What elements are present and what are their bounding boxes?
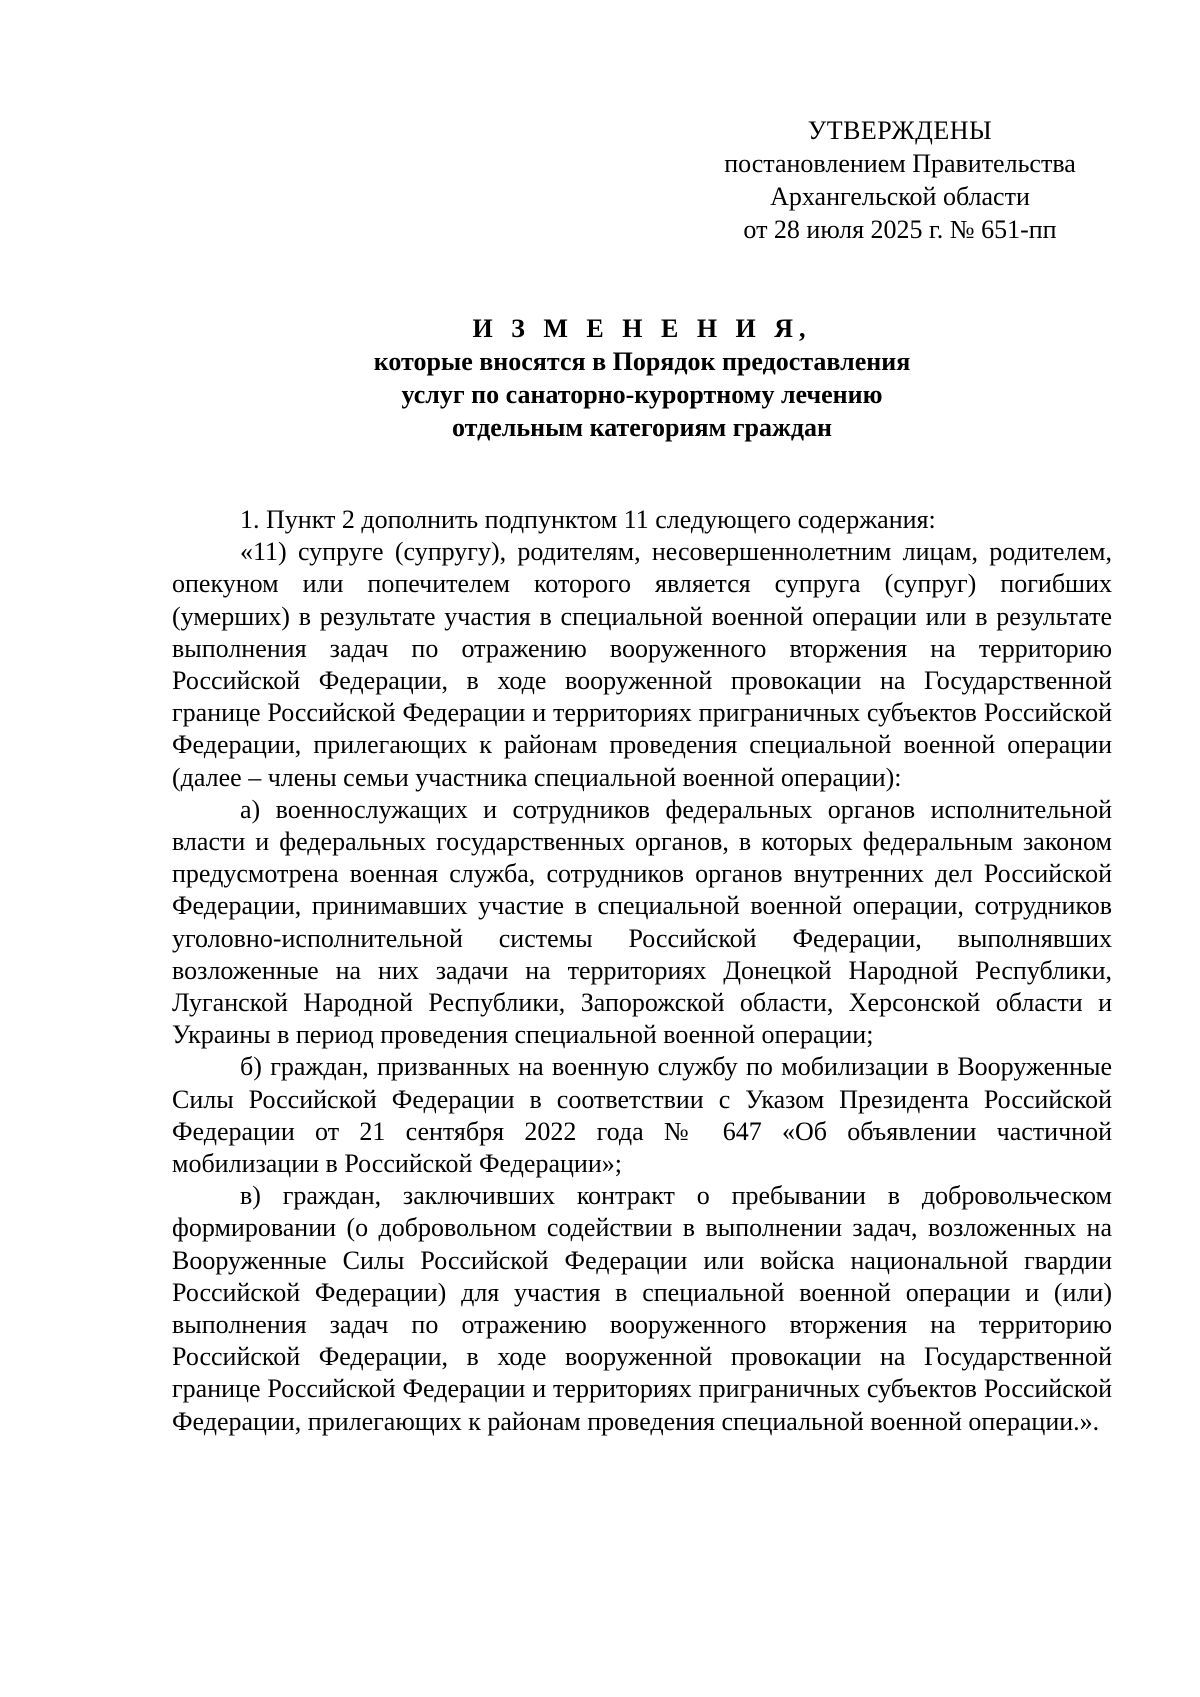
approval-date-line: от 28 июля 2025 г. № 651-пп <box>743 215 1057 244</box>
heading-line-3: услуг по санаторно-курортному лечению <box>401 380 883 409</box>
document-heading <box>172 312 1112 444</box>
paragraph-subitem-11: «11) супруге (супругу), родителям, несовершеннолетним лицам, родителем, опекуном или попечителем которого является супруга (супруг) погибших (умерших) в результате участия в специальной военной операции или в результате выполнения задач по отражению вооруженного вторжения на территорию Российской Федерации, в ходе вооруженной провокации на Государственной границе Российской Федерации и территориях приграничных субъектов Российской Федерации, прилегающих к районам проведения специальной военной операции (далее – члены семьи участника специальной военной операции): <box>172 537 1112 792</box>
paragraph-1: 1. Пункт 2 дополнить подпунктом 11 следующего содержания: <box>240 505 936 534</box>
heading-line-2: которые вносятся в Порядок предоставления <box>373 347 911 376</box>
document-body <box>172 504 1112 1438</box>
paragraph-item-a: а) военнослужащих и сотрудников федеральных органов исполнительной власти и федеральных государственных органов, в которых федеральным законом предусмотрена военная служба, сотрудников органов внутренних дел Российской Федерации, принимавших участие в специальной военной операции, сотрудников уголовно-исполнительной системы Российской Федерации, выполнявших возложенные на них задачи на территориях Донецкой Народной Республики, Луганской Народной Республики, Запорожской области, Херсонской области и Украины в период проведения специальной военной операции; <box>172 794 1112 1050</box>
heading-title: И З М Е Н Е Н И Я, <box>472 314 812 343</box>
paragraph-item-b: б) граждан, призванных на военную службу по мобилизации в Вооруженные Силы Российской Федерации в соответствии с Указом Президента Российской Федерации от 21 сентября 2022 года № 647 «Об объявлении частичной мобилизации в Российской Федерации»; <box>172 1052 1112 1179</box>
approval-region-line: Архангельской области <box>770 182 1030 211</box>
approval-decree-line: постановлением Правительства <box>724 149 1076 178</box>
paragraph-item-v: в) граждан, заключивших контракт о пребывании в добровольческом формировании (о добровольном содействии в выполнении задач, возложенных на Вооруженные Силы Российской Федерации или войска национальной гвардии Российской Федерации) для участия в специальной военной операции и (или) выполнения задач по отражению вооруженного вторжения на территорию Российской Федерации, в ходе вооруженной провокации на Государственной границе Российской Федерации и территориях приграничных субъектов Российской Федерации, прилегающих к районам проведения специальной военной операции.». <box>172 1181 1112 1436</box>
heading-line-4: отдельным категориям граждан <box>452 413 832 442</box>
approval-block <box>700 114 1100 246</box>
approval-title: УТВЕРЖДЕНЫ <box>807 116 993 145</box>
